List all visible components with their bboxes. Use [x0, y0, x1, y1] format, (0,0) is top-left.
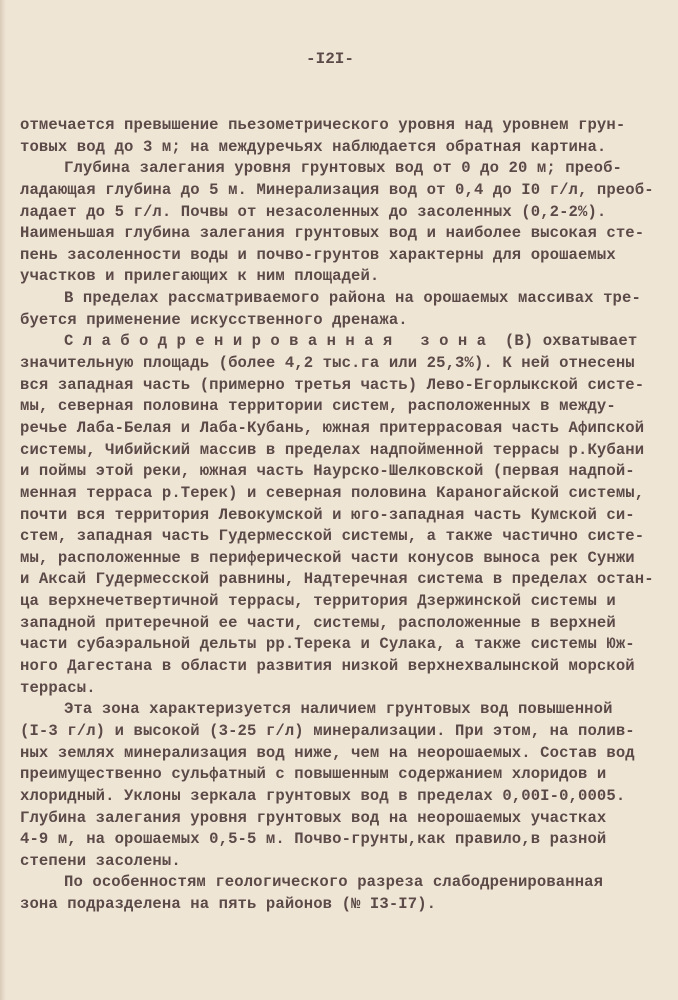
- text-line: 4-9 м, на орошаемых 0,5-5 м. Почво-грунты,как правило,в разной: [20, 830, 607, 849]
- text-line: системы, Чибийский массив в пределах надпойменной террасы р.Кубани: [20, 440, 645, 459]
- text-line: мы, северная половина территории систем, расположенных в между-: [20, 397, 616, 416]
- text-line: менная терраса р.Терек) и северная половина Караногайской системы,: [20, 483, 645, 502]
- document-body: [20, 115, 660, 916]
- text-line: части субаэральной дельты рр.Терека и Сулака, а также системы Юж-: [20, 635, 635, 654]
- text-line: вся западная часть (примерно третья часть) Лево-Егорлыкской систе-: [20, 375, 645, 394]
- text-line: участков и прилегающих к ним площадей.: [20, 267, 380, 286]
- text-line: ного Дагестана в области развития низкой верхнехвалынской морской: [20, 657, 635, 676]
- text-line: (I-3 г/л) и высокой (3-25 г/л) минерализации. При этом, на полив-: [20, 721, 635, 740]
- text-line: По особенностям геологического разреза слабодренированная: [64, 873, 604, 892]
- text-line: буется применение искусственного дренажа.: [20, 310, 408, 329]
- text-line: Эта зона характеризуется наличием грунтовых вод повышенной: [64, 700, 613, 719]
- text-line: ца верхнечетвертичной террасы, территория Дзержинской системы и: [20, 592, 616, 611]
- text-line: стем, западная часть Гудермесской системы, а также частично систе-: [20, 527, 645, 546]
- text-line: ладает до 5 г/л. Почвы от незасоленных до засоленных (0,2-2%).: [20, 202, 607, 221]
- text-line: Наименьшая глубина залегания грунтовых вод и наиболее высокая сте-: [20, 224, 645, 243]
- text-line: отмечается превышение пьезометрического уровня над уровнем грун-: [20, 116, 626, 134]
- text-line: [20, 331, 660, 353]
- text-line: и поймы этой реки, южная часть Наурско-Шелковской (первая надпой-: [20, 462, 635, 481]
- text-line: пень засоленности воды и почво-грунтов характерны для орошаемых: [20, 245, 616, 264]
- text-line: речье Лаба-Белая и Лаба-Кубань, южная притеррасовая часть Афипской: [20, 418, 645, 437]
- text-line: значительную площадь (более 4,2 тыс.га или 25,3%). К ней отнесены: [20, 354, 635, 373]
- text-line: Глубина залегания уровня грунтовых вод от 0 до 20 м; преоб-: [64, 159, 623, 178]
- text-line: преимущественно сульфатный с повышенным содержанием хлоридов и: [20, 765, 607, 784]
- text-line: зона подразделена на пять районов (№ I3-I7).: [20, 895, 437, 914]
- text-line: Глубина залегания уровня грунтовых вод на неорошаемых участках: [20, 808, 607, 827]
- text-line: почти вся территория Левокумской и юго-западная часть Кумской си-: [20, 505, 635, 524]
- text-line: западной притеречной ее части, системы, расположенные в верхней: [20, 613, 616, 632]
- text-line: хлоридный. Уклоны зеркала грунтовых вод в пределах 0,00I-0,0005.: [20, 786, 626, 805]
- page-edge-shadow: [0, 0, 6, 1000]
- text-line: ладающая глубина до 5 м. Минерализация вод от 0,4 до I0 г/л, преоб-: [20, 180, 654, 199]
- text-line: товых вод до 3 м; на междуречьях наблюдается обратная картина.: [20, 137, 607, 156]
- text-line: и Аксай Гудермесской равнины, Надтеречная система в пределах остан-: [20, 570, 654, 589]
- line-continuation: (В) охватывает: [495, 332, 638, 351]
- zone-heading: Слабодренированная зона: [64, 332, 496, 351]
- text-line: В пределах рассматриваемого района на орошаемых массивах тре-: [64, 289, 641, 308]
- text-line: мы, расположенные в периферической части конусов выноса рек Сунжи: [20, 548, 635, 567]
- page-number: -I2I-: [305, 50, 354, 68]
- text-line: ных землях минерализация вод ниже, чем на неорошаемых. Состав вод: [20, 743, 635, 762]
- text-line: террасы.: [20, 678, 96, 697]
- text-line: степени засолены.: [20, 851, 181, 870]
